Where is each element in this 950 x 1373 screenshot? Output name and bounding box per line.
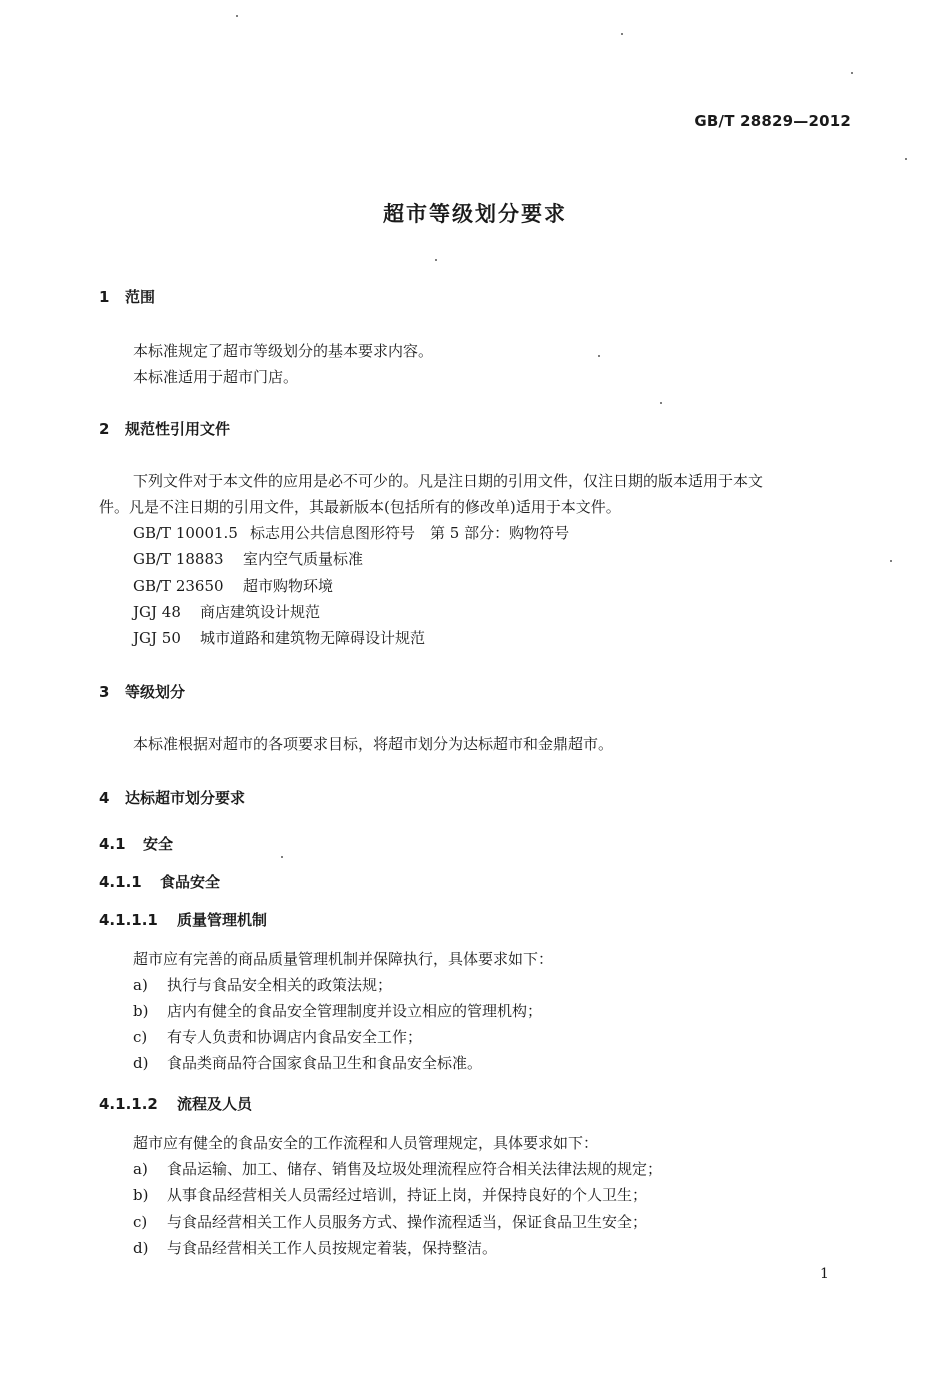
list-item bbox=[133, 1001, 542, 1021]
list-marker: d) bbox=[133, 1239, 149, 1257]
paragraph: 件。凡是不注日期的引用文件，其最新版本(包括所有的修改单)适用于本文件。 bbox=[99, 498, 621, 516]
scan-speck bbox=[281, 856, 283, 858]
section-title: 达标超市划分要求 bbox=[125, 789, 246, 807]
list-text: 执行与食品安全相关的政策法规； bbox=[167, 976, 393, 994]
reference-code: JGJ 50 bbox=[133, 629, 181, 647]
section-title: 等级划分 bbox=[125, 683, 186, 701]
section-title: 规范性引用文件 bbox=[125, 420, 231, 438]
section-1-heading bbox=[99, 287, 155, 307]
section-number: 2 bbox=[99, 420, 110, 438]
subsection-4-1-1-heading bbox=[99, 872, 220, 892]
list-marker: b) bbox=[133, 1002, 149, 1020]
list-text: 与食品经营相关工作人员按规定着装，保持整洁。 bbox=[167, 1239, 498, 1257]
reference-title: 超市购物环境 bbox=[243, 577, 334, 595]
scan-speck bbox=[621, 33, 623, 35]
section-number: 4.1.1.2 bbox=[99, 1095, 158, 1113]
list-item bbox=[133, 1238, 497, 1258]
scan-speck bbox=[890, 560, 892, 562]
section-number: 4.1.1 bbox=[99, 873, 142, 891]
paragraph: 本标准规定了超市等级划分的基本要求内容。 bbox=[133, 342, 434, 360]
reference-title: 标志用公共信息图形符号 第 5 部分：购物符号 bbox=[250, 524, 570, 542]
document-title: 超市等级划分要求 bbox=[383, 202, 567, 226]
subsection-4-1-1-1-heading bbox=[99, 910, 267, 930]
section-title: 流程及人员 bbox=[177, 1095, 253, 1113]
list-marker: c) bbox=[133, 1028, 148, 1046]
list-item bbox=[133, 975, 392, 995]
reference-item bbox=[133, 523, 569, 543]
section-number: 3 bbox=[99, 683, 110, 701]
reference-item bbox=[133, 576, 333, 596]
scan-speck bbox=[435, 259, 437, 261]
list-item bbox=[133, 1159, 662, 1179]
reference-code: GB/T 18883 bbox=[133, 550, 224, 568]
scan-speck bbox=[598, 355, 600, 357]
reference-item bbox=[133, 549, 363, 569]
paragraph: 本标准适用于超市门店。 bbox=[133, 368, 299, 386]
subsection-4-1-1-2-heading bbox=[99, 1094, 252, 1114]
section-title: 质量管理机制 bbox=[177, 911, 268, 929]
scan-speck bbox=[905, 158, 907, 160]
section-2-heading bbox=[99, 419, 230, 439]
section-3-heading bbox=[99, 682, 185, 702]
list-marker: c) bbox=[133, 1213, 148, 1231]
section-4-heading bbox=[99, 788, 245, 808]
reference-item bbox=[133, 602, 320, 622]
list-marker: d) bbox=[133, 1054, 149, 1072]
section-title: 范围 bbox=[125, 288, 156, 306]
scan-speck bbox=[236, 15, 238, 17]
list-item bbox=[133, 1053, 482, 1073]
list-item bbox=[133, 1185, 647, 1205]
section-number: 4.1.1.1 bbox=[99, 911, 158, 929]
reference-code: GB/T 10001.5 bbox=[133, 524, 238, 542]
list-marker: a) bbox=[133, 1160, 148, 1178]
section-title: 安全 bbox=[143, 835, 174, 853]
paragraph: 超市应有完善的商品质量管理机制并保障执行，具体要求如下： bbox=[133, 950, 554, 968]
paragraph: 下列文件对于本文件的应用是必不可少的。凡是注日期的引用文件，仅注日期的版本适用于本文 bbox=[133, 472, 764, 490]
section-number: 4 bbox=[99, 789, 110, 807]
list-text: 食品类商品符合国家食品卫生和食品安全标准。 bbox=[167, 1054, 483, 1072]
page-number: 1 bbox=[820, 1266, 829, 1282]
list-text: 与食品经营相关工作人员服务方式、操作流程适当，保证食品卫生安全； bbox=[167, 1213, 648, 1231]
standard-number: GB/T 28829—2012 bbox=[694, 112, 851, 130]
reference-code: GB/T 23650 bbox=[133, 577, 224, 595]
paragraph: 超市应有健全的食品安全的工作流程和人员管理规定，具体要求如下： bbox=[133, 1134, 599, 1152]
scan-speck bbox=[851, 72, 853, 74]
list-text: 店内有健全的食品安全管理制度并设立相应的管理机构； bbox=[167, 1002, 543, 1020]
subsection-4-1-heading bbox=[99, 834, 173, 854]
list-marker: a) bbox=[133, 976, 148, 994]
reference-title: 商店建筑设计规范 bbox=[200, 603, 321, 621]
reference-item bbox=[133, 628, 425, 648]
list-text: 有专人负责和协调店内食品安全工作； bbox=[167, 1028, 423, 1046]
list-text: 从事食品经营相关人员需经过培训，持证上岗，并保持良好的个人卫生； bbox=[167, 1186, 648, 1204]
list-item bbox=[133, 1212, 647, 1232]
reference-code: JGJ 48 bbox=[133, 603, 181, 621]
section-title: 食品安全 bbox=[160, 873, 221, 891]
section-number: 4.1 bbox=[99, 835, 126, 853]
scan-speck bbox=[660, 402, 662, 404]
list-marker: b) bbox=[133, 1186, 149, 1204]
section-number: 1 bbox=[99, 288, 110, 306]
list-text: 食品运输、加工、储存、销售及垃圾处理流程应符合相关法律法规的规定； bbox=[167, 1160, 663, 1178]
reference-title: 城市道路和建筑物无障碍设计规范 bbox=[200, 629, 426, 647]
list-item bbox=[133, 1027, 422, 1047]
paragraph: 本标准根据对超市的各项要求目标，将超市划分为达标超市和金鼎超市。 bbox=[133, 735, 614, 753]
reference-title: 室内空气质量标准 bbox=[243, 550, 364, 568]
